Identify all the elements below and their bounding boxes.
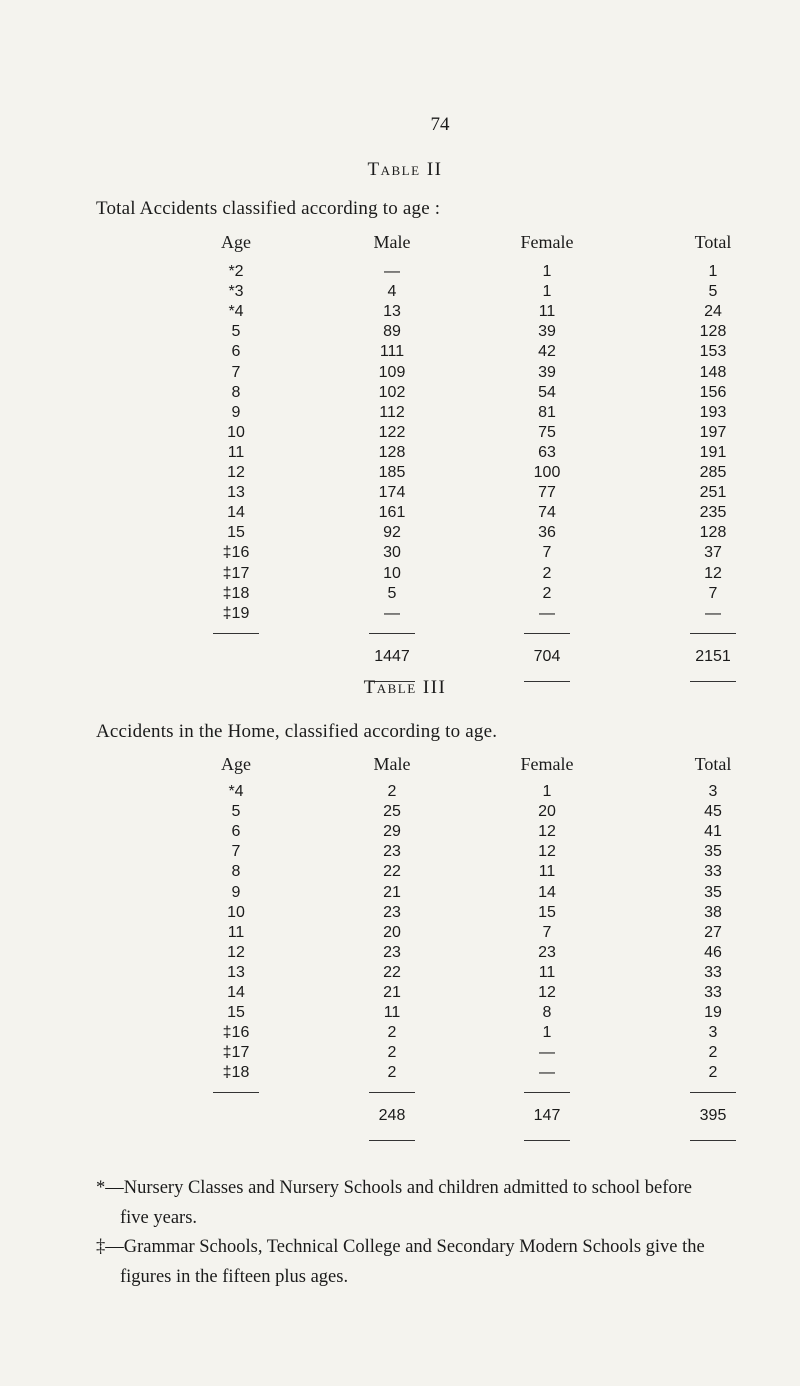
cell-total: 153 [699,343,727,361]
cell-age: *3 [228,283,244,301]
cell-male: 128 [378,443,406,461]
cell-female: 12 [538,843,556,861]
cell-female: 39 [538,323,556,341]
cell-total: 7 [708,584,718,602]
cell-male: 20 [383,923,401,941]
cell-total: 19 [704,1004,722,1022]
cell-age: 14 [227,504,245,522]
cell-age: ‡19 [222,604,250,622]
cell-female: 42 [538,343,556,361]
cell-age: ‡18 [222,584,250,602]
cell-total: 1 [708,263,718,280]
footnote-line: *—Nursery Classes and Nursery Schools and children admitted to school before [96,1178,692,1198]
cell-total: 3 [708,783,718,800]
cell-total: 38 [704,903,722,921]
cell-male: 89 [383,323,401,341]
cell-female: 75 [538,423,556,441]
cell-female: 1 [542,1024,552,1042]
table-3-caption: Accidents in the Home, classified according to age. [96,721,498,742]
cell-age: 5 [231,323,241,341]
cell-female: 7 [542,544,552,562]
cell-total: 33 [704,863,722,881]
cell-total: 128 [699,323,727,341]
cell-age: 7 [231,843,241,861]
cell-age: ‡16 [222,544,250,562]
total-male: 248 [378,1107,406,1125]
cell-total: 35 [704,843,722,861]
cell-male: 21 [383,984,401,1001]
cell-male: 2 [387,1044,397,1062]
cell-male: 25 [383,803,401,821]
cell-total: 251 [699,484,727,502]
total-female: 147 [533,1107,561,1125]
cell-age: 8 [231,863,241,881]
cell-female: 2 [542,584,552,602]
cell-total: 285 [699,464,727,481]
cell-age: *2 [228,263,244,280]
cell-total: 3 [708,1024,718,1042]
cell-male: 161 [378,504,406,522]
total-total: 395 [699,1107,727,1125]
cell-female: 100 [533,464,561,481]
cell-total: 156 [699,383,727,401]
total-rule [690,633,736,634]
table-2-caption: Total Accidents classified according to age : [96,198,441,219]
cell-age: 13 [227,484,245,502]
total-female: 704 [533,647,561,665]
cell-age: 12 [227,464,245,481]
cell-total: 35 [704,883,722,901]
cell-male: 2 [387,1024,397,1042]
cell-age: ‡16 [222,1024,250,1042]
cell-female: 11 [538,863,556,881]
cell-male: 13 [383,303,401,321]
cell-total: 128 [699,524,727,542]
cell-total: 37 [704,544,722,562]
cell-total: 191 [699,443,727,461]
cell-total: 193 [699,403,727,421]
cell-total: 197 [699,423,727,441]
total-rule [213,1092,259,1093]
cell-age: 11 [227,443,245,461]
cell-female: 15 [538,903,556,921]
cell-female: 63 [538,443,556,461]
cell-male: — [384,604,400,622]
column-header-age: Age [221,232,251,252]
cell-total: 5 [708,283,718,301]
cell-age: 8 [231,383,241,401]
cell-female: 12 [538,984,556,1001]
cell-male: 30 [383,544,401,562]
cell-male: 21 [383,883,401,901]
cell-male: 112 [379,403,405,421]
cell-male: 23 [383,843,401,861]
footnote-grammar [96,1232,756,1292]
cell-male: 10 [383,564,401,582]
cell-total: 2 [708,1044,718,1062]
cell-male: 22 [383,863,401,881]
cell-age: *4 [228,303,244,321]
total-rule [524,1092,570,1093]
table-2-title: Table II [367,159,443,180]
cell-total: 148 [699,363,727,381]
total-underline [524,1140,570,1141]
cell-age: 6 [231,823,241,841]
cell-male: 11 [383,1004,401,1022]
cell-total: 235 [699,504,727,522]
cell-male: — [384,263,400,280]
cell-age: 9 [231,403,241,421]
cell-male: 23 [383,943,401,961]
column-header-age: Age [221,754,251,774]
table-3-title: Table III [363,677,447,698]
cell-male: 122 [378,423,406,441]
cell-male: 23 [383,903,401,921]
cell-age: 7 [231,363,241,381]
cell-male: 102 [378,383,406,401]
cell-total: 2 [708,1064,718,1082]
cell-female: — [539,604,555,622]
cell-age: 13 [227,963,245,981]
cell-male: 29 [383,823,401,841]
cell-age: 10 [227,903,245,921]
cell-female: 81 [538,403,556,421]
cell-total: 33 [704,963,722,981]
total-rule [213,633,259,634]
cell-total: 46 [704,943,722,961]
cell-age: 15 [227,524,245,542]
cell-age: ‡17 [222,1044,250,1062]
cell-female: 36 [538,524,556,542]
cell-female: 7 [542,923,552,941]
cell-female: 23 [538,943,556,961]
total-underline [369,1140,415,1141]
cell-female: 2 [542,564,552,582]
cell-male: 111 [379,343,405,361]
cell-female: 12 [538,823,556,841]
cell-male: 109 [378,363,406,381]
cell-total: 27 [704,923,722,941]
column-header-male: Male [373,232,411,252]
cell-female: — [539,1064,555,1082]
cell-female: 74 [538,504,556,522]
cell-male: 5 [387,584,397,602]
cell-age: ‡18 [222,1064,250,1082]
footnote-line: ‡—Grammar Schools, Technical College and Secondary Modern Schools give the [96,1237,705,1257]
cell-total: 24 [704,303,722,321]
cell-female: 11 [538,963,556,981]
column-header-female: Female [520,232,574,252]
column-header-total: Total [694,232,732,252]
total-rule [690,1092,736,1093]
cell-age: 15 [227,1004,245,1022]
cell-female: 39 [538,363,556,381]
cell-age: 9 [231,883,241,901]
cell-female: 1 [542,783,552,800]
footnote-nursery [96,1173,756,1233]
cell-female: 8 [542,1004,552,1022]
cell-male: 92 [383,524,401,542]
total-underline [690,1140,736,1141]
cell-total: 12 [704,564,722,582]
cell-age: 12 [227,943,245,961]
cell-male: 185 [378,464,406,481]
cell-age: ‡17 [222,564,250,582]
cell-female: 11 [538,303,556,321]
cell-age: 5 [231,803,241,821]
cell-age: 11 [227,923,245,941]
total-rule [369,633,415,634]
column-header-total: Total [694,754,732,774]
cell-male: 22 [383,963,401,981]
cell-female: 20 [538,803,556,821]
cell-female: 54 [538,383,556,401]
cell-female: 1 [542,283,552,301]
cell-total: — [705,604,721,622]
cell-male: 2 [387,783,397,800]
footnote-line: five years. [120,1208,198,1228]
column-header-male: Male [373,754,411,774]
cell-total: 45 [704,803,722,821]
column-header-female: Female [520,754,574,774]
cell-male: 2 [387,1064,397,1082]
total-male: 1447 [374,647,410,665]
total-total: 2151 [695,647,731,665]
cell-age: 14 [227,984,245,1001]
cell-total: 41 [704,823,722,841]
cell-age: 6 [231,343,241,361]
total-rule [524,633,570,634]
cell-total: 33 [704,984,722,1001]
cell-female: — [539,1044,555,1062]
cell-female: 1 [542,263,552,280]
page-number: 74 [430,114,450,135]
cell-male: 174 [378,484,406,502]
cell-female: 77 [538,484,556,502]
total-rule [369,1092,415,1093]
cell-age: 10 [227,423,245,441]
cell-female: 14 [538,883,556,901]
footnote-line: figures in the fifteen plus ages. [120,1267,349,1287]
cell-male: 4 [387,283,397,301]
cell-age: *4 [228,783,244,800]
